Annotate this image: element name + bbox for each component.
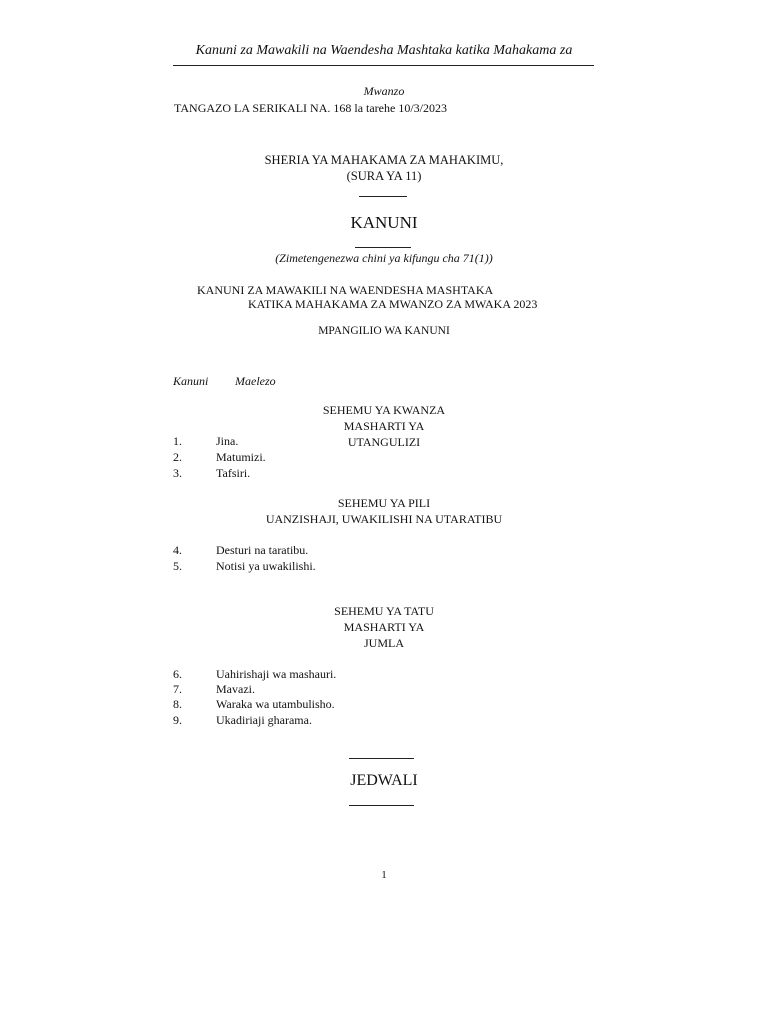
page-number: 1: [381, 869, 387, 881]
item-text: Notisi ya uwakilishi.: [216, 559, 316, 573]
item-text: Desturi na taratibu.: [216, 543, 309, 557]
item-number: 4.: [173, 543, 182, 557]
divider-short-4: [349, 805, 414, 806]
item-number: 9.: [173, 713, 182, 727]
column-header-kanuni: Kanuni: [173, 374, 209, 388]
arrangement-heading: MPANGILIO WA KANUNI: [318, 325, 450, 337]
regulations-title-line2: KATIKA MAHAKAMA ZA MWANZO ZA MWAKA 2023: [248, 297, 538, 311]
made-under-note: (Zimetengenezwa chini ya kifungu cha 71(1)): [275, 251, 493, 265]
kanuni-heading: KANUNI: [350, 213, 418, 232]
item-number: 7.: [173, 682, 182, 696]
item-number: 5.: [173, 559, 182, 573]
divider-short-2: [355, 247, 411, 248]
item-text: Mavazi.: [216, 682, 255, 696]
part-heading-line: SEHEMU YA KWANZA: [322, 403, 446, 417]
schedule-heading: JEDWALI: [350, 772, 418, 789]
running-header-title: Kanuni za Mawakili na Waendesha Mashtaka katika Mahakama za: [195, 43, 573, 58]
column-header-maelezo: Maelezo: [235, 374, 276, 388]
divider-short-3: [349, 758, 414, 759]
item-text: Uahirishaji wa mashauri.: [216, 667, 337, 681]
item-number: 6.: [173, 667, 182, 681]
divider-short-1: [359, 196, 407, 197]
item-text: Ukadiriaji gharama.: [216, 713, 312, 727]
item-text: Waraka wa utambulisho.: [216, 697, 335, 711]
gazette-notice: TANGAZO LA SERIKALI NA. 168 la tarehe 10/3/2023: [174, 101, 447, 115]
part-heading-line: MASHARTI YA: [343, 419, 425, 433]
part-heading-line: JUMLA: [363, 636, 404, 650]
law-title-line1: SHERIA YA MAHAKAMA ZA MAHAKIMU,: [264, 153, 504, 167]
item-number: 2.: [173, 450, 182, 464]
law-title-line2: (SURA YA 11): [346, 169, 422, 183]
item-text: Jina.: [216, 434, 239, 448]
part-heading-line: UANZISHAJI, UWAKILISHI NA UTARATIBU: [265, 512, 503, 526]
regulations-title-line1: KANUNI ZA MAWAKILI NA WAENDESHA MASHTAKA: [197, 283, 494, 297]
running-header-subtitle: Mwanzo: [363, 84, 405, 98]
header-divider: [173, 65, 594, 66]
part-heading-line: UTANGULIZI: [347, 435, 421, 449]
item-number: 8.: [173, 697, 182, 711]
part-heading-line: SEHEMU YA TATU: [334, 604, 434, 618]
part-heading-line: SEHEMU YA PILI: [337, 496, 431, 510]
law-title: [0, 152, 768, 184]
item-number: 1.: [173, 434, 182, 448]
item-text: Matumizi.: [216, 450, 266, 464]
item-text: Tafsiri.: [216, 466, 251, 480]
part-heading-line: MASHARTI YA: [343, 620, 425, 634]
item-number: 3.: [173, 466, 182, 480]
